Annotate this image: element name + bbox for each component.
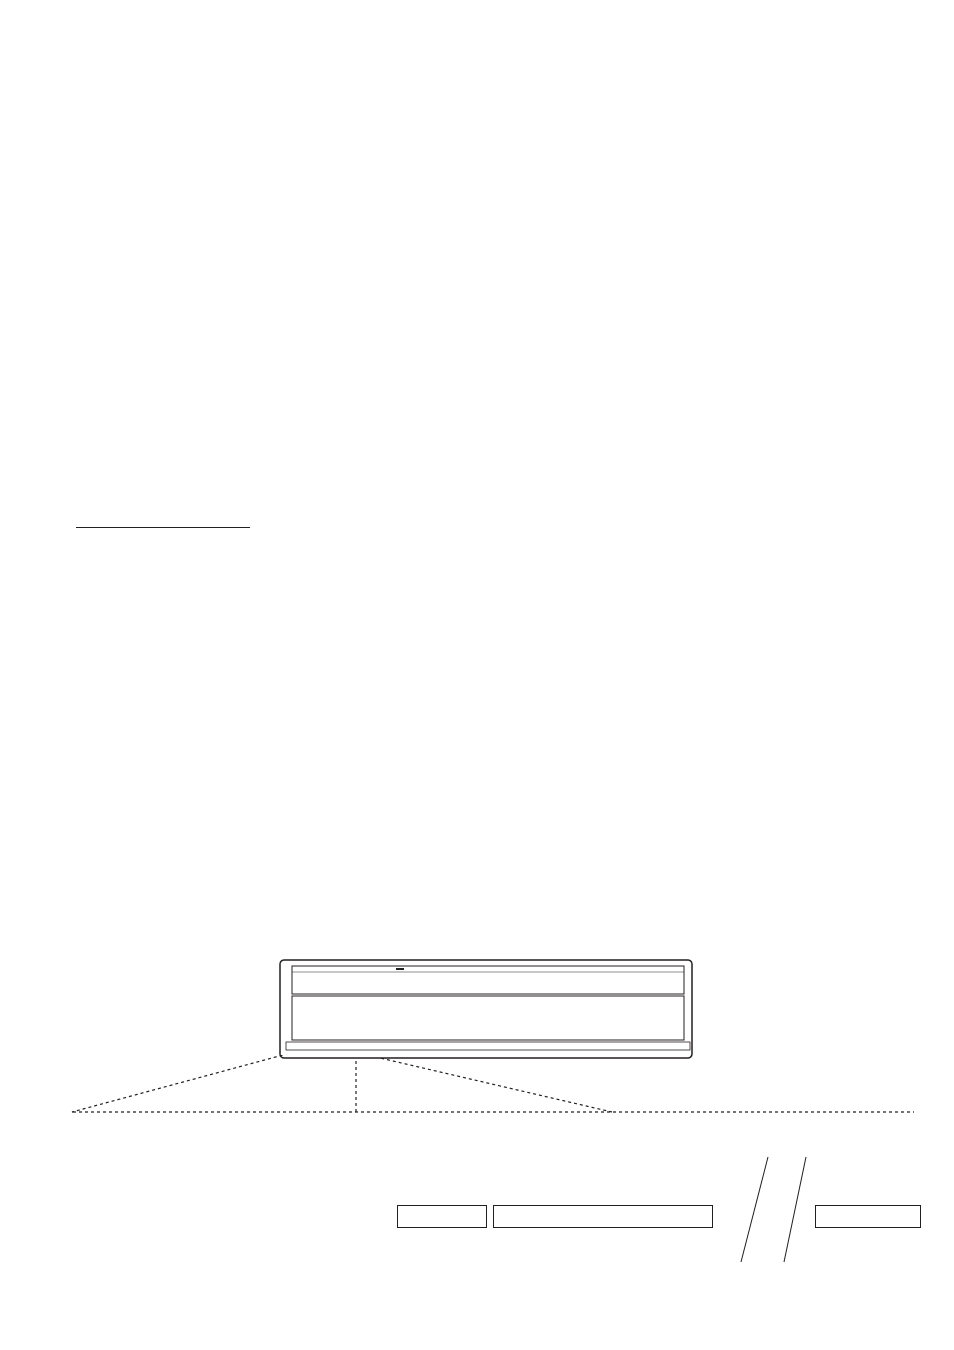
zoom-guide-lines: [72, 1055, 914, 1112]
table-header-bank: [76, 508, 125, 528]
dot-divider: [72, 908, 878, 918]
callout-lines: [0, 1130, 954, 1270]
dot-divider: [72, 294, 878, 304]
table-header-pc: [125, 508, 168, 528]
program-change-table: [76, 508, 250, 528]
pitch-bullets: [315, 143, 874, 151]
piano-illustration: [278, 958, 918, 1063]
table-header-row: [76, 508, 250, 528]
table-header-sound: [168, 508, 250, 528]
